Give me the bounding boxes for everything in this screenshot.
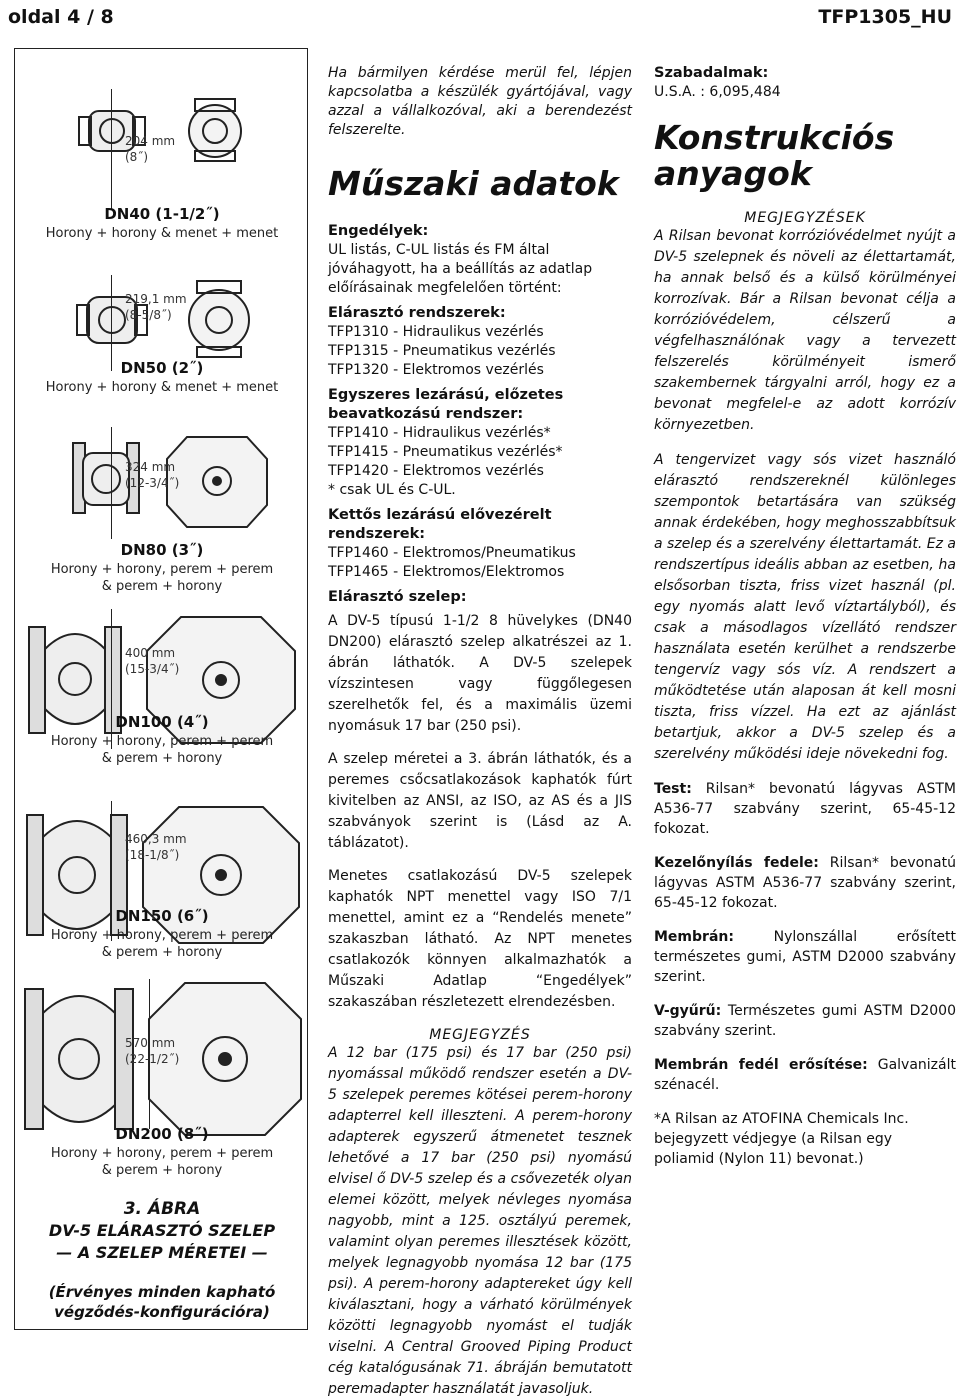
technical-data-heading: Műszaki adatok <box>328 164 619 203</box>
dn40-dim-mm: 204 mm <box>125 134 176 148</box>
figure-caption-number: 3. ÁBRA <box>123 1199 201 1219</box>
note-heading: MEGJEGYZÉS <box>429 1027 531 1043</box>
valve-paragraph-2: A szelep méretei a 3. ábrán láthatók, és a peremes csőcsatlakozások kaphatók fúrt kivitelben az ANSI, az ISO, az AS és a JIS szabványok szerint is (Lásd az A. táblázatot). <box>328 751 632 851</box>
cover-material <box>654 853 956 913</box>
technical-data-column <box>328 64 632 1400</box>
double-item: TFP1465 - Elektromos/Elektromos <box>328 564 565 580</box>
approvals-text: UL listás, C-UL listás és FM által jóváhagyott, ha a beállítás az adatlap előírásainak megfelelően történt: <box>328 242 593 296</box>
dn40-title: DN40 (1-1/2˝) <box>104 205 220 223</box>
figure-caption-note-2: végződés-konfigurációra) <box>54 1303 270 1321</box>
notes-paragraph-1: A Rilsan bevonat korrózióvédelmet nyújt a DV-5 szelepnek és növeli az élettartamát, ha annak belső és a külső körülményei korrozívak. Bár a Rilsan bevonat célja a korrózióvédelem, célszerű a végfelhasználónak vagy a tervezett felszerelés körülményeit ismerő szakembernek tárgyalni arról, hogy ez a bevonat megfelel-e az adott korrózív környezetben. <box>654 228 956 433</box>
single-item: TFP1415 - Pneumatikus vezérlés* <box>328 444 563 460</box>
materials-column <box>654 64 956 1169</box>
dn40-desc: Horony + horony & menet + menet <box>45 226 279 241</box>
dn150-desc-2: & perem + horony <box>101 945 223 960</box>
dn80-dim-mm: 324 mm <box>125 460 176 474</box>
materials-heading-line2: anyagok <box>654 154 812 193</box>
cover-text: Rilsan* bevonatú lágyvas ASTM A536-77 szabvány szerint, 65-45-12 fokozat. <box>654 855 956 911</box>
dn200-desc-1: Horony + horony, perem + perem <box>50 1146 274 1161</box>
note-text: A 12 bar (175 psi) és 17 bar (250 psi) nyomással működő rendszer esetén a DV-5 szelepek peremes kötései perem-horony adapterrel kell illeszteni. A perem-horony adapterek egyszerű átmenetet tesznek lehetővé a 17 bar (250 psi) nyomású elvisel ő DV-5 szelep és a csővezeték olyan elemei között, melyek névleges nyomása nagyobb, mint a 125. osztályú peremek, valamint olyan peremes illesztések között, melyek legnagyobb nyomása 12 bar (175 psi). A perem-horony adaptereket úgy kell kiválasztani, hogy a várható körülmények közötti legnagyobb nyomást el tudják viselni. A Central Grooved Piping Product cég katalógusának 71. ábráján bemutatott peremadapter használatát javasoljuk. <box>328 1045 632 1397</box>
valve-paragraph-3: Menetes csatlakozású DV-5 szelepek kaphatók NPT menettel vagy ISO 7/1 menettel, amint ez a “Rendelés menete” szakaszban látható. Az NPT menetes csatlakozók könnyen alkalmazhatók a Műszaki Adatlap “Engedélyek” szakaszában részletezett elrendezésben. <box>328 868 632 1010</box>
deluge-heading: Elárasztó rendszerek: <box>328 305 506 321</box>
intro-paragraph: Ha bármilyen kérdése merül fel, lépjen kapcsolatba a készülék gyártójával, vagy azzal a vállalkozóval, aki a berendezést felszerelte. <box>328 65 632 138</box>
dn150-desc-1: Horony + horony, perem + perem <box>50 928 274 943</box>
dn100-dim-mm: 400 mm <box>125 646 176 660</box>
valve-paragraph-1: A DV-5 típusú 1-1/2 8 hüvelykes (DN40 DN200) elárasztó szelep alkatrészei az 1. ábrán láthatók. A DV-5 szelepek vízszintesen vagy függőlegesen szerelhetők fel, és a maximális üzemi nyomásuk 17 bar (250 psi). <box>328 613 632 734</box>
materials-heading-line1: Konstrukciós <box>654 118 895 157</box>
fastener-material <box>654 1055 956 1095</box>
vring-material <box>654 1001 956 1041</box>
rilsan-footnote: *A Rilsan az ATOFINA Chemicals Inc. bejegyzett védjegye (a Rilsan egy poliamid (Nylon 11) bevonat.) <box>654 1111 909 1167</box>
dn40-dim-in: (8˝) <box>125 150 148 164</box>
deluge-item: TFP1320 - Elektromos vezérlés <box>328 362 544 378</box>
patents-text: U.S.A. : 6,095,484 <box>654 84 781 100</box>
dn150-dim-mm: 460,3 mm <box>125 832 187 846</box>
diaphragm-material <box>654 927 956 987</box>
dn50-dim-mm: 219,1 mm <box>125 292 187 306</box>
dn150-title: DN150 (6˝) <box>115 907 209 925</box>
diaphragm-text: Nylonszállal erősített természetes gumi, ASTM D2000 szabvány szerint. <box>654 929 956 985</box>
single-footnote: * csak UL és C-UL. <box>328 482 456 498</box>
body-material <box>654 779 956 839</box>
vring-label: V-gyűrű: <box>654 1003 722 1019</box>
dn150-dim-in: (18-1/8˝) <box>125 848 180 862</box>
figure-caption-title: DV-5 ELÁRASZTÓ SZELEP <box>48 1221 276 1240</box>
dn200-dim-mm: 570 mm <box>125 1036 176 1050</box>
dn50-dim-in: (8-5/8˝) <box>125 308 172 322</box>
dn50-title: DN50 (2˝) <box>120 359 204 377</box>
patents-heading: Szabadalmak: <box>654 65 769 81</box>
dn200-dim-in: (22-1/2˝) <box>125 1052 180 1066</box>
dn100-desc-1: Horony + horony, perem + perem <box>50 734 274 749</box>
body-label: Test: <box>654 781 692 797</box>
deluge-valve-heading: Elárasztó szelep: <box>328 589 467 605</box>
cover-label: Kezelőnyílás fedele: <box>654 855 819 871</box>
dn200-title: DN200 (8˝) <box>115 1125 209 1143</box>
vring-text: Természetes gumi ASTM D2000 szabvány szerint. <box>654 1003 957 1039</box>
dn50-desc: Horony + horony & menet + menet <box>45 380 279 395</box>
dn80-title: DN80 (3˝) <box>120 541 204 559</box>
dn100-title: DN100 (4˝) <box>115 713 209 731</box>
notes-heading: MEGJEGYZÉSEK <box>744 210 866 226</box>
figure-caption-subtitle: — A SZELEP MÉRETEI — <box>56 1243 268 1262</box>
approvals-heading: Engedélyek: <box>328 223 429 239</box>
dn100-desc-2: & perem + horony <box>101 751 223 766</box>
figure-caption-note-1: (Érvényes minden kapható <box>48 1283 276 1301</box>
single-interlock-heading: Egyszeres lezárású, előzetes beavatkozású rendszer: <box>328 387 564 422</box>
deluge-item: TFP1315 - Pneumatikus vezérlés <box>328 343 556 359</box>
double-interlock-heading: Kettős lezárású elővezérelt rendszerek: <box>328 507 552 542</box>
dn80-dim-in: (12-3/4˝) <box>125 476 180 490</box>
page-number: oldal 4 / 8 <box>8 6 114 28</box>
dn80-desc-1: Horony + horony, perem + perem <box>50 562 274 577</box>
diaphragm-label: Membrán: <box>654 929 734 945</box>
fastener-label: Membrán fedél erősítése: <box>654 1057 868 1073</box>
document-code: TFP1305_HU <box>818 6 952 28</box>
dn80-desc-2: & perem + horony <box>101 579 223 594</box>
notes-paragraph-2: A tengervizet vagy sós vizet használó elárasztó rendszereknél különleges szempontok betartására van szükség annak érdekében, hogy meghosszabbítsuk a szelep és a szerelvény élettartamát. Ez a rendszertípus ideális abban az esetben, ha elsősorban tiszta, friss vizet használ (pl. egy nyomás alatt levő víztartályból), és csak a másodlagos vízellátó rendszer használata esetén kerülhet a rendszerbe tengervíz vagy sós víz. A rendszert a működtetése után alaposan át kell mosni tiszta, friss vízzel. Ha ezt az ajánlást betartjuk, akkor a DV-5 szelep és a szerelvény működési ideje növekedni fog. <box>654 452 956 762</box>
dn200-desc-2: & perem + horony <box>101 1163 223 1178</box>
double-item: TFP1460 - Elektromos/Pneumatikus <box>328 545 576 561</box>
figure-panel <box>14 48 308 1330</box>
single-item: TFP1420 - Elektromos vezérlés <box>328 463 544 479</box>
body-text: Rilsan* bevonatú lágyvas ASTM A536-77 szabvány szerint, 65-45-12 fokozat. <box>654 781 956 837</box>
deluge-item: TFP1310 - Hidraulikus vezérlés <box>328 324 544 340</box>
single-item: TFP1410 - Hidraulikus vezérlés* <box>328 425 551 441</box>
dn100-dim-in: (15-3/4˝) <box>125 662 180 676</box>
fastener-text: Galvanizált szénacél. <box>654 1057 956 1093</box>
